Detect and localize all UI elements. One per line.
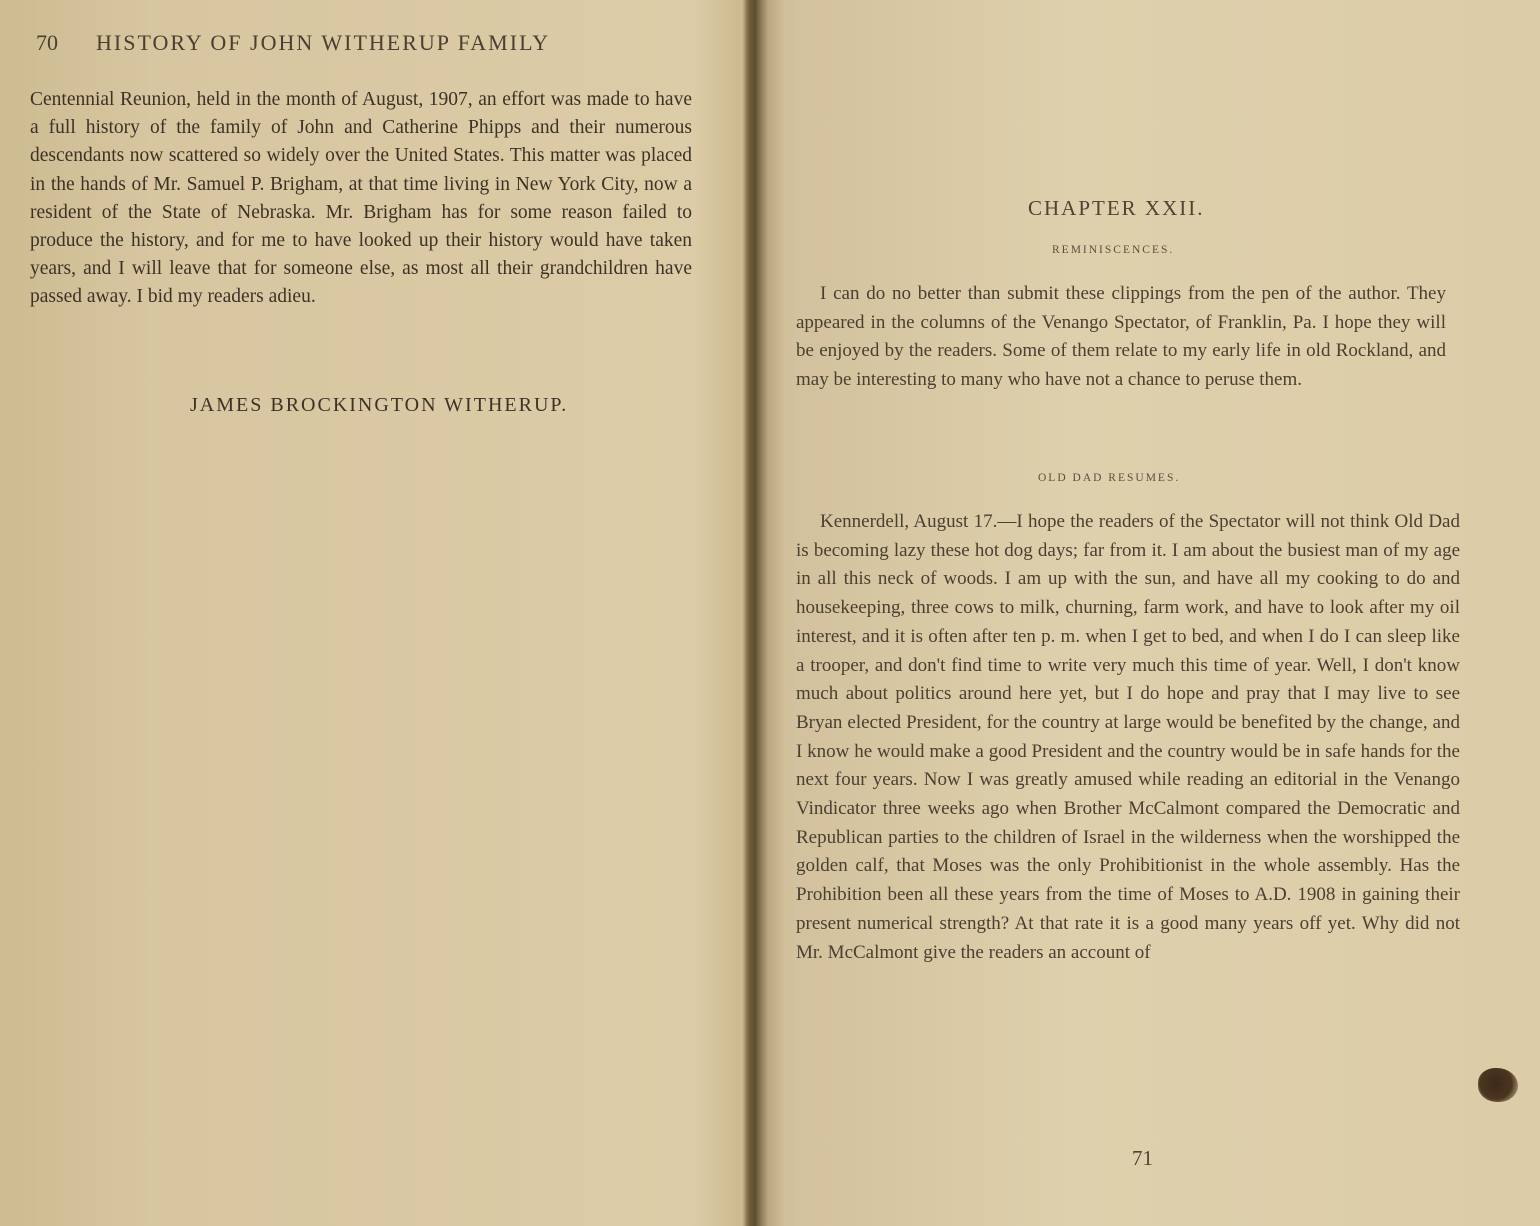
chapter-title: CHAPTER XXII. — [1028, 196, 1205, 220]
right-page-number: 71 — [1132, 1146, 1153, 1170]
book-gutter — [742, 0, 768, 1226]
author-signature: JAMES BROCKINGTON WITHERUP. — [190, 394, 569, 416]
ink-stain — [1478, 1068, 1518, 1102]
running-head — [36, 30, 550, 56]
body-paragraph — [796, 508, 1460, 967]
body-paragraph-text: Kennerdell, August 17.—I hope the readers of the Spectator will not think Old Dad is becoming lazy these hot dog days; far from it. I am about the busiest man of my age in all this neck of woods. I am up with the sun, and have all my cooking to do and housekeeping, three cows to milk, churning, farm work, and have to look after my oil interest, and it is often after ten p. m. when I get to bed, and when I do I can sleep like a trooper, and don't find time to write very much this time of year. Well, I don't know much about politics around here yet, but I do hope and pray that I may live to see Bryan elected President, for the country at large would be benefited by the change, and I know he would make a good President and the country would be in safe hands for the next four years. Now I was greatly amused while reading an editorial in the Venango Vindicator three weeks ago when Brother McCalmont compared the Democratic and Republican parties to the children of Israel in the wilderness when the worshipped the golden calf, that Moses was the only Prohibitionist in the whole assembly. Has the Prohibition been all these years from the time of Moses to A.D. 1908 in gaining their present numerical strength? At that rate it is a good many years off yet. Why did not Mr. McCalmont give the readers an account of — [796, 511, 1460, 963]
intro-paragraph — [796, 280, 1446, 394]
left-paragraph-text: Centennial Reunion, held in the month of August, 1907, an effort was made to have a full history of the family of John and Catherine Phipps and their numerous descendants now scattered so widely over the United States. This matter was placed in the hands of Mr. Samuel P. Brigham, at that time living in New York City, now a resident of the State of Nebraska. Mr. Brigham has for some reason failed to produce the history, and for me to have looked up their history would have taken years, and I will leave that for someone else, as most all their grandchildren have passed away. I bid my readers adieu. — [30, 89, 692, 308]
running-head-title: HISTORY OF JOHN WITHERUP FAMILY — [96, 30, 551, 55]
section-heading: OLD DAD RESUMES. — [1038, 472, 1181, 484]
intro-paragraph-text: I can do no better than submit these clippings from the pen of the author. They appeared in the columns of the Venango Spectator, of Franklin, Pa. I hope they will be enjoyed by the readers. Some of them relate to my early life in old Rockland, and may be interesting to many who have not a chance to peruse them. — [796, 283, 1446, 390]
chapter-subtitle: REMINISCENCES. — [1052, 244, 1175, 256]
left-page-number: 70 — [36, 30, 58, 55]
left-page — [0, 0, 742, 1226]
left-paragraph — [30, 86, 692, 312]
